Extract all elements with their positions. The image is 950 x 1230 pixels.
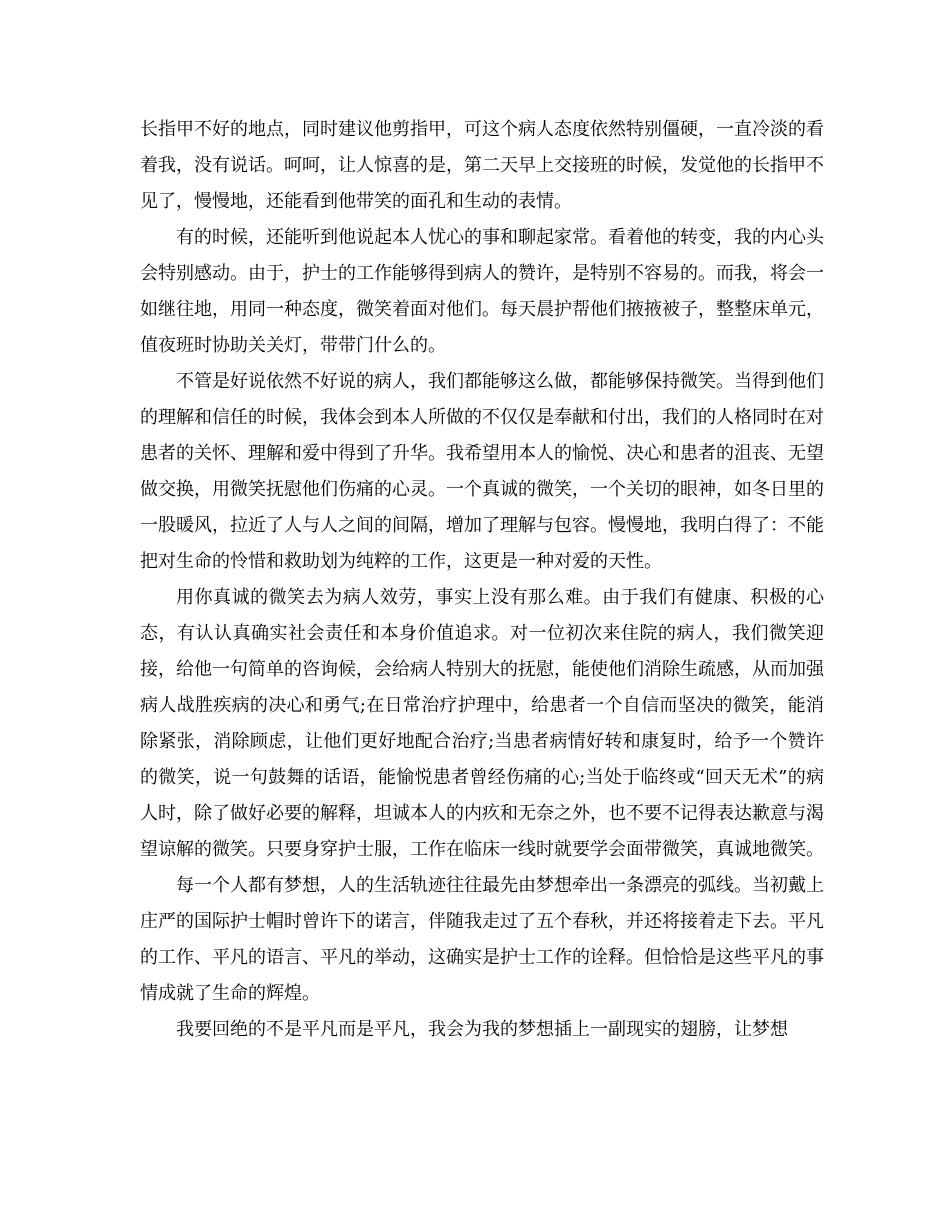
paragraph-5: 每一个人都有梦想，人的生活轨迹往往最先由梦想牵出一条漂亮的弧线。当初戴上庄严的国际护士帽时曾许下的诺言，伴随我走过了五个春秋，并还将接着走下去。平凡的工作、平凡的语言、平凡的举动，这确实是护士工作的诠释。但恰恰是这些平凡的事情成就了生命的辉煌。 xyxy=(140,875,824,1004)
paragraph-1: 长指甲不好的地点，同时建议他剪指甲，可这个病人态度依然特别僵硬，一直冷淡的看着我，没有说话。呵呵，让人惊喜的是，第二天早上交接班的时候，发觉他的长指甲不见了，慢慢地，还能看到他带笑的面孔和生动的表情。 xyxy=(140,119,824,212)
paragraph-6: 我要回绝的不是平凡而是平凡，我会为我的梦想插上一副现实的翅膀，让梦想 xyxy=(176,1019,788,1040)
body-text xyxy=(140,112,824,1048)
paragraph-3: 不管是好说依然不好说的病人，我们都能够这么做，都能够保持微笑。当得到他们的理解和信任的时候，我体会到本人所做的不仅仅是奉献和付出，我们的人格同时在对患者的关怀、理解和爱中得到了升华。我希望用本人的愉悦、决心和患者的沮丧、无望做交换，用微笑抚慰他们伤痛的心灵。一个真诚的微笑，一个关切的眼神，如冬日里的一股暖风，拉近了人与人之间的间隔，增加了理解与包容。慢慢地，我明白得了：不能把对生命的怜惜和救助划为纯粹的工作，这更是一种对爱的天性。 xyxy=(140,371,824,572)
paragraph-2: 有的时候，还能听到他说起本人忧心的事和聊起家常。看着他的转变，我的内心头会特别感动。由于，护士的工作能够得到病人的赞许，是特别不容易的。而我，将会一如继往地，用同一种态度，微笑着面对他们。每天晨护帮他们掖掖被子，整整床单元，值夜班时协助关关灯，带带门什么的。 xyxy=(140,227,824,356)
paragraph-4: 用你真诚的微笑去为病人效劳，事实上没有那么难。由于我们有健康、积极的心态，有认认真确实社会责任和本身价值追求。对一位初次来住院的病人，我们微笑迎接，给他一句简单的咨询候，会给病人特别大的抚慰，能使他们消除生疏感，从而加强病人战胜疾病的决心和勇气;在日常治疗护理中，给患者一个自信而坚决的微笑，能消除紧张，消除顾虑，让他们更好地配合治疗;当患者病情好转和康复时，给予一个赞许的微笑，说一句鼓舞的话语，能愉悦患者曾经伤痛的心;当处于临终或“回天无术”的病人时，除了做好必要的解释，坦诚本人的内疚和无奈之外，也不要不记得表达歉意与渴望谅解的微笑。只要身穿护士服，工作在临床一线时就要学会面带微笑，真诚地微笑。 xyxy=(140,587,824,860)
